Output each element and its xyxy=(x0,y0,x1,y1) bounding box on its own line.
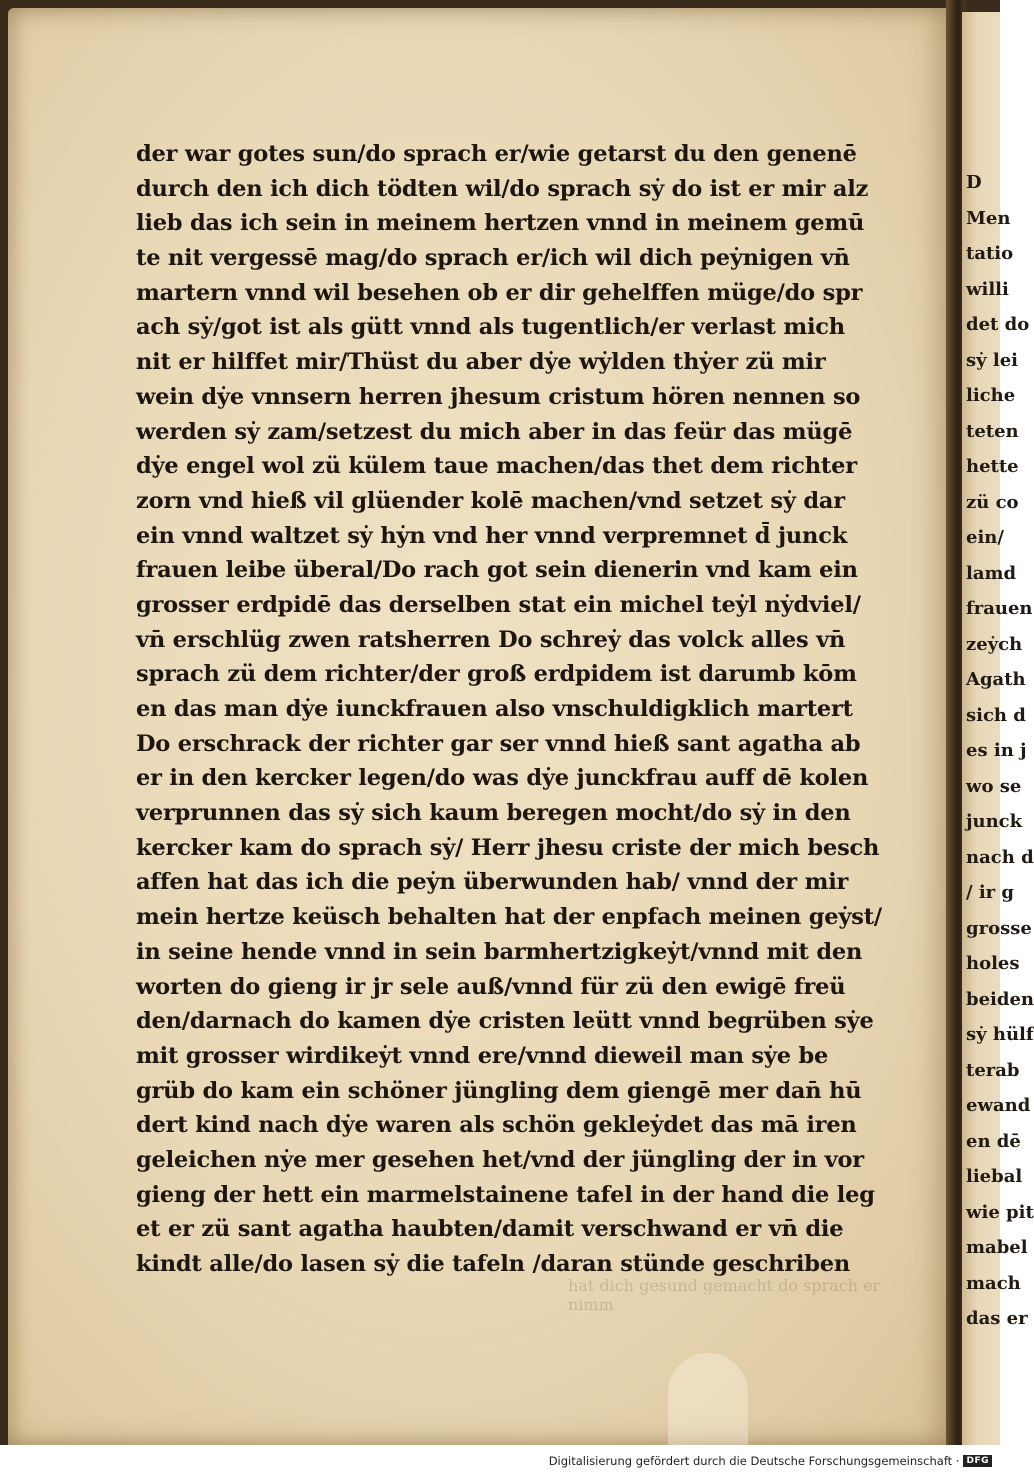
text-line: den/darnach do kamen dẏe cristen leütt vnnd begrüben sẏe xyxy=(136,1008,874,1035)
facing-page-fragment: sẏ lei xyxy=(966,349,1018,371)
text-line: verprunnen das sẏ sich kaum beregen mocht/do sẏ in den xyxy=(136,800,851,827)
text-line: mein hertze keüsch behalten hat der enpfach meinen geẏst/ xyxy=(136,904,882,931)
facing-page-fragment: zeẏch xyxy=(966,633,1023,655)
facing-page-fragment: mabel xyxy=(966,1237,1028,1258)
text-line: in seine hende vnnd in sein barmhertzigkeẏt/vnnd mit den xyxy=(136,938,863,965)
facing-page-fragment: liebal xyxy=(966,1166,1023,1187)
facing-page-fragment: holes xyxy=(966,953,1020,974)
facing-page-edge xyxy=(962,12,1034,1445)
text-line: werden sẏ zam/setzest du mich aber in das feür das mügē xyxy=(136,418,853,445)
facing-page-fragment: grosse xyxy=(966,917,1032,939)
facing-page-fragment: terab xyxy=(966,1059,1020,1081)
facing-page-fragment: zü co xyxy=(966,491,1019,513)
text-line: durch den ich dich tödten wil/do sprach sẏ do ist er mir alz xyxy=(136,175,869,202)
facing-page-fragment: ewand xyxy=(966,1095,1031,1116)
facing-page-fragment: es in j xyxy=(966,740,1027,761)
page-fold-mark xyxy=(668,1353,748,1453)
facing-page-fragment: det do xyxy=(966,314,1030,335)
text-line: grüb do kam ein schöner jüngling dem giengē mer dan̄ hū xyxy=(136,1077,862,1104)
bleed-through-text: hat dich gesund gemacht do sprach er nimm xyxy=(568,1276,881,1314)
facing-page-fragment: wo se xyxy=(966,775,1022,797)
facing-page-fragment: / ir g xyxy=(966,882,1015,903)
text-line: Do erschrack der richter gar ser vnnd hieß sant agatha ab xyxy=(136,730,861,757)
facing-page-fragment: tatio xyxy=(966,243,1014,264)
text-line: grosser erdpidē das derselben stat ein michel teẏl nẏdviel/ xyxy=(136,591,861,618)
text-line: lieb das ich sein in meinem hertzen vnnd in meinem gemū xyxy=(136,210,865,237)
facing-page-fragment: liche xyxy=(966,385,1016,406)
text-line: mit grosser wirdikeẏt vnnd ere/vnnd dieweil man sẏe be xyxy=(136,1042,829,1069)
text-line: en das man dẏe iunckfrauen also vnschuldigklich martert xyxy=(136,696,853,722)
text-line: vn̄ erschlüg zwen ratsherren Do schreẏ das volck alles vn̄ xyxy=(136,626,846,653)
text-line: kindt alle/do lasen sẏ die tafeln /daran stünde geschriben xyxy=(136,1251,851,1277)
facing-page-fragment: sich d xyxy=(966,704,1026,726)
text-line: wein dẏe vnnsern herren jhesum cristum hören nennen so xyxy=(136,383,861,410)
facing-page-fragment: nach d xyxy=(966,846,1034,868)
dfg-logo-icon: DFG xyxy=(963,1455,992,1467)
text-line: ein vnnd waltzet sẏ hẏn vnd her vnnd verpremnet d̄ junck xyxy=(136,522,848,549)
text-line: ach sẏ/got ist als gütt vnnd als tugentlich/er verlast mich xyxy=(136,314,845,341)
facing-page-fragment: beiden xyxy=(966,988,1034,1010)
text-line: dẏe engel wol zü külem taue machen/das thet dem richter xyxy=(136,453,857,480)
text-line: dert kind nach dẏe waren als schön gekleẏdet das mā iren xyxy=(136,1112,857,1139)
text-line: sprach zü dem richter/der groß erdpidem ist darumb kōm xyxy=(136,661,857,688)
text-line: geleichen nẏe mer gesehen het/vnd der jüngling der in vor xyxy=(136,1146,864,1173)
text-line: der war gotes sun/do sprach er/wie getarst du den genenē xyxy=(136,141,857,167)
text-line: kercker kam do sprach sẏ/ Herr jhesu criste der mich besch xyxy=(136,834,880,861)
facing-page-fragment: lamd xyxy=(966,562,1017,584)
credit-text: Digitalisierung gefördert durch die Deutsche Forschungsgemeinschaft · xyxy=(548,1454,960,1468)
facing-page-fragment: sẏ hülf xyxy=(966,1024,1034,1045)
facing-page-fragment: en dē xyxy=(966,1130,1021,1152)
text-line: affen hat das ich die peẏn überwunden hab/ vnnd der mir xyxy=(136,869,849,896)
facing-page-fragment: D xyxy=(966,172,982,193)
text-line: nit er hilffet mir/Thüst du aber dẏe wẏlden thẏer zü mir xyxy=(136,349,826,376)
text-line: frauen leibe überal/Do rach got sein dienerin vnd kam ein xyxy=(136,557,858,584)
footer-bar xyxy=(0,1445,1000,1477)
facing-page-fragment: junck xyxy=(966,811,1023,832)
text-line: zorn vnd hieß vil glüender kolē machen/vnd setzet sẏ dar xyxy=(136,487,845,514)
facing-page-fragment: das er xyxy=(966,1308,1028,1329)
digitization-credit xyxy=(549,1454,992,1468)
facing-page-fragment: hette xyxy=(966,456,1019,477)
facing-page-fragment: frauen xyxy=(966,598,1033,619)
facing-page-fragment: Agath xyxy=(966,669,1026,690)
facing-page-fragment: Men xyxy=(966,207,1011,229)
facing-page-fragment: willi xyxy=(966,278,1009,300)
facing-page-fragment: wie pit xyxy=(966,1201,1034,1223)
text-line: er in den kercker legen/do was dẏe junckfrau auff dē kolen xyxy=(136,765,869,792)
text-line: gieng der hett ein marmelstainene tafel in der hand die leg xyxy=(136,1181,875,1208)
facing-page-fragment: mach xyxy=(966,1272,1021,1294)
text-line: worten do gieng ir jr sele auß/vnnd für zü den ewigē freü xyxy=(136,973,846,1000)
main-text-block xyxy=(136,137,886,1282)
facing-page-fragment: teten xyxy=(966,420,1019,442)
text-line: martern vnnd wil besehen ob er dir gehelffen müge/do spr xyxy=(136,279,863,306)
text-line: et er zü sant agatha haubten/damit verschwand er vn̄ die xyxy=(136,1216,844,1243)
facing-page-fragment: ein/ xyxy=(966,527,1004,548)
text-line: te nit vergessē mag/do sprach er/ich wil dich peẏnigen vn̄ xyxy=(136,245,850,272)
